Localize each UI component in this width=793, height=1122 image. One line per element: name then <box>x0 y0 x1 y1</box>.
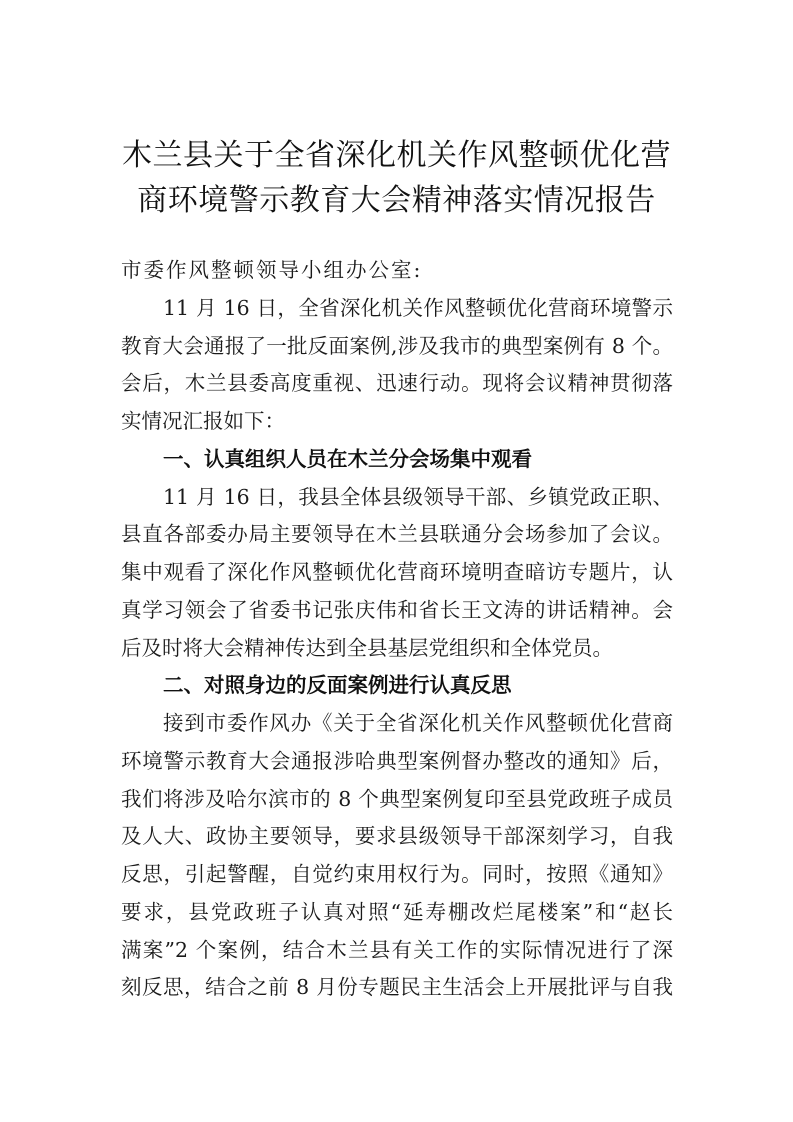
document-body <box>121 252 673 1007</box>
paragraph-line: 11 月 16 日，我县全体县级领导干部、乡镇党政正职、 <box>163 484 673 509</box>
paragraph-line: 县直各部委办局主要领导在木兰县联通分会场参加了会议。 <box>121 522 673 547</box>
section-heading: 一、认真组织人员在木兰分会场集中观看 <box>163 446 532 471</box>
document-title <box>0 133 793 223</box>
paragraph-line: 后及时将大会精神传达到全县基层党组织和全体党员。 <box>121 635 613 660</box>
section-heading: 二、对照身边的反面案例进行认真反思 <box>163 673 512 698</box>
paragraph-line: 会后，木兰县委高度重视、迅速行动。现将会议精神贯彻落 <box>121 371 673 396</box>
title-line-2: 商环境警示教育大会精神落实情况报告 <box>137 183 656 218</box>
paragraph-line: 真学习领会了省委书记张庆伟和省长王文涛的讲话精神。会 <box>121 597 673 622</box>
addressee: 市委作风整顿领导小组办公室: <box>121 258 423 282</box>
section-1 <box>121 441 673 668</box>
paragraph-line: 11 月 16 日，全省深化机关作风整顿优化营商环境警示 <box>163 295 673 320</box>
title-line-1: 木兰县关于全省深化机关作风整顿优化营 <box>122 138 671 173</box>
paragraph-line: 接到市委作风办《关于全省深化机关作风整顿优化营商 <box>163 711 673 735</box>
paragraph-line: 刻反思，结合之前 8 月份专题民主生活会上开展批评与自我 <box>121 975 673 1000</box>
paragraph-line: 我们将涉及哈尔滨市的 8 个典型案例复印至县党政班子成员 <box>121 786 673 811</box>
section-2 <box>121 667 673 1007</box>
paragraph-line: 要求，县党政班子认真对照“延寿棚改烂尾楼案”和“赵长 <box>121 899 673 924</box>
paragraph-line: 实情况汇报如下： <box>121 409 285 433</box>
paragraph-line: 满案”2 个案例，结合木兰县有关工作的实际情况进行了深 <box>121 937 673 962</box>
paragraph-line: 环境警示教育大会通报涉哈典型案例督办整改的通知》后， <box>121 748 673 773</box>
paragraph-line: 教育大会通报了一批反面案例,涉及我市的典型案例有 8 个。 <box>121 333 673 358</box>
paragraph-line: 及人大、政协主要领导，要求县级领导干部深刻学习，自我 <box>121 824 673 849</box>
paragraph-line: 集中观看了深化作风整顿优化营商环境明查暗访专题片，认 <box>121 560 673 584</box>
paragraph-line: 反思，引起警醒，自觉约束用权行为。同时，按照《通知》 <box>121 862 673 886</box>
intro-paragraph <box>121 290 673 441</box>
